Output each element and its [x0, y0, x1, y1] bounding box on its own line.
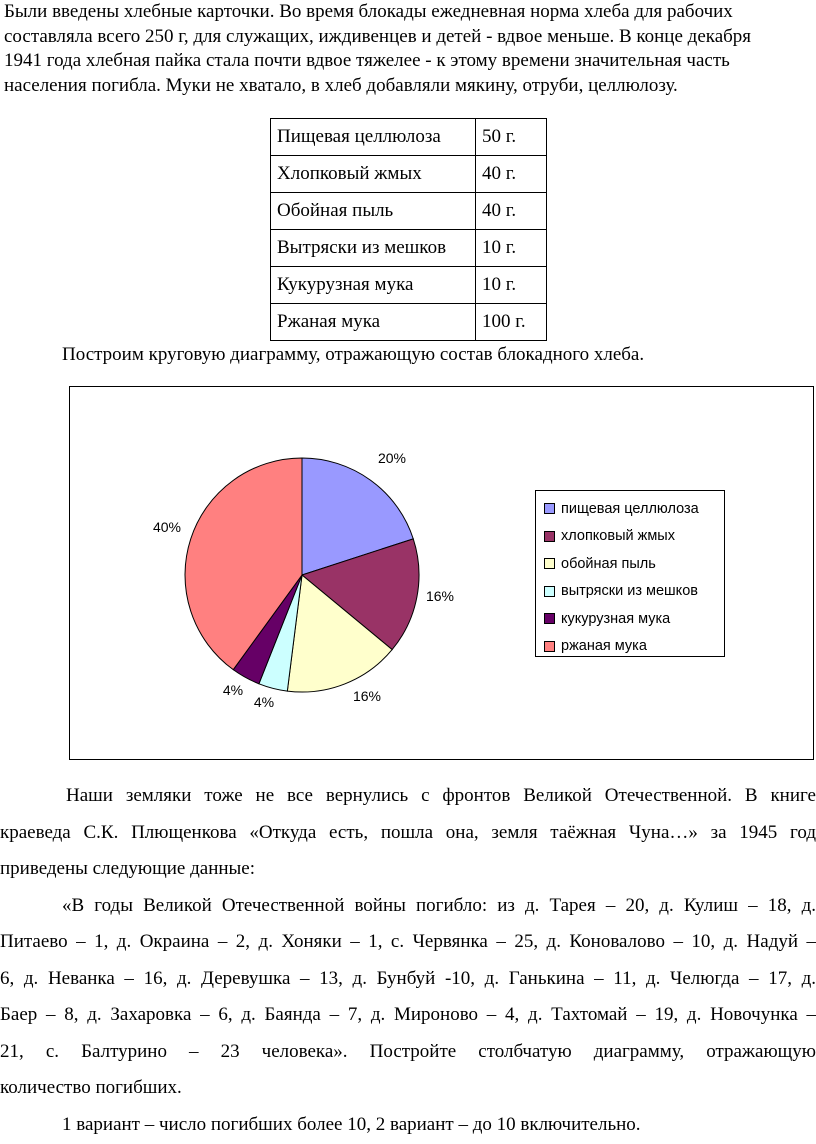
body-line: приведены следующие данные: — [0, 858, 256, 879]
slice-percent-label: 40% — [152, 519, 182, 535]
legend-swatch — [544, 531, 555, 542]
table-row — [271, 230, 547, 267]
body-paragraphs — [0, 778, 816, 1143]
intro-paragraph — [4, 0, 816, 98]
ingredient-name: Пищевая целлюлоза — [271, 119, 476, 156]
ingredient-amount: 50 г. — [476, 119, 547, 156]
slice-percent-label: 4% — [222, 682, 244, 698]
intro-line: составляла всего 250 г, для служащих, иждивенцев и детей - вдвое меньше. В конце декабря — [4, 25, 752, 47]
ingredient-amount: 10 г. — [476, 267, 547, 304]
legend-swatch — [544, 641, 555, 652]
table-row — [271, 304, 547, 341]
slice-percent-label: 16% — [425, 588, 455, 604]
legend-item — [536, 633, 724, 661]
body-line: количество погибших. — [0, 1077, 182, 1098]
ingredient-amount: 40 г. — [476, 156, 547, 193]
legend-item — [536, 550, 724, 578]
table-row — [271, 156, 547, 193]
ingredient-name: Ржаная мука — [271, 304, 476, 341]
intro-line: Были введены хлебные карточки. Во время блокады ежедневная норма хлеба для рабочих — [4, 1, 733, 22]
legend-label: ржаная мука — [561, 638, 647, 655]
legend-label: вытряски из мешков — [561, 583, 698, 600]
legend-item — [536, 578, 724, 606]
legend-swatch — [544, 503, 555, 514]
legend-swatch — [544, 586, 555, 597]
legend-swatch — [544, 558, 555, 569]
bread-composition-table — [270, 118, 547, 341]
body-line: 1 вариант – число погибших более 10, 2 вариант – до 10 включительно. — [62, 1113, 641, 1135]
body-line: 6, д. Неванка – 16, д. Деревушка – 13, д. Бунбуй -10, д. Ганькина – 11, д. Челюгда – 17, д. — [0, 967, 816, 989]
legend-label: хлопковый жмых — [561, 528, 675, 545]
body-line: Баер – 8, д. Захаровка – 6, д. Баянда – 7, д. Мироново – 4, д. Тахтомай – 19, д. Новочунка – — [0, 1004, 816, 1025]
body-line: Наши земляки тоже не все вернулись с фронтов Великой Отечественной. В книге — [66, 785, 816, 806]
legend-label: обойная пыль — [561, 555, 656, 572]
table-row — [271, 267, 547, 304]
ingredient-amount: 10 г. — [476, 230, 547, 267]
legend-item — [536, 523, 724, 551]
ingredient-amount: 40 г. — [476, 193, 547, 230]
legend-item — [536, 605, 724, 633]
legend-label: кукурузная мука — [561, 610, 671, 627]
intro-line: населения погибла. Муки не хватало, в хлеб добавляли мякину, отруби, целлюлозу. — [4, 74, 678, 96]
body-line: Питаево – 1, д. Окраина – 2, д. Хоняки – 1, с. Червянка – 25, д. Коновалово – 10, д. Надуй – — [0, 931, 816, 952]
ingredient-name: Хлопковый жмых — [271, 156, 476, 193]
ingredient-amount: 100 г. — [476, 304, 547, 341]
legend-swatch — [544, 613, 555, 624]
table-row — [271, 193, 547, 230]
ingredient-name: Кукурузная мука — [271, 267, 476, 304]
chart-caption: Построим круговую диаграмму, отражающую состав блокадного хлеба. — [62, 344, 645, 365]
ingredient-name: Вытряски из мешков — [271, 230, 476, 267]
chart-legend — [535, 490, 725, 657]
slice-percent-label: 4% — [253, 694, 275, 710]
slice-percent-label: 20% — [377, 450, 407, 466]
slice-percent-label: 16% — [352, 688, 382, 704]
body-line: «В годы Великой Отечественной войны погибло: из д. Тарея – 20, д. Кулиш – 18, д. — [62, 894, 816, 916]
table-row — [271, 119, 547, 156]
intro-line: 1941 года хлебная пайка стала почти вдвое тяжелее - к этому времени значительная часть — [4, 50, 730, 71]
legend-label: пищевая целлюлоза — [561, 500, 699, 517]
ingredient-name: Обойная пыль — [271, 193, 476, 230]
body-line: 21, с. Балтурино – 23 человека». Постройте столбчатую диаграмму, отражающую — [0, 1040, 816, 1062]
legend-item — [536, 495, 724, 523]
body-line: краеведа С.К. Плющенкова «Откуда есть, пошла она, земля таёжная Чуна…» за 1945 год — [0, 821, 816, 843]
